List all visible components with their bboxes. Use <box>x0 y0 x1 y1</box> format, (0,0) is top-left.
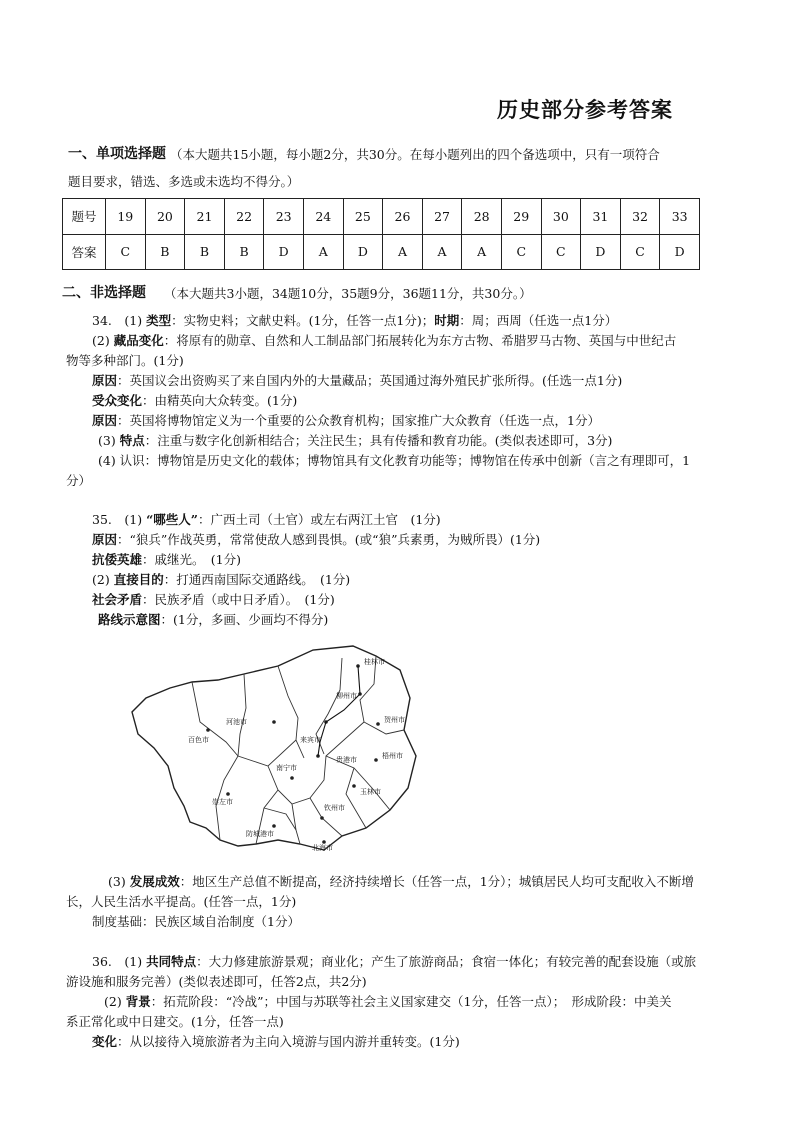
route-line <box>318 666 360 756</box>
q34-line6: 原因：英国将博物馆定义为一个重要的公众教育机构；国家推广大众教育（任选一点，1分） <box>92 413 600 428</box>
map-label: 北海市 <box>312 844 333 852</box>
question-number-cell: 33 <box>660 199 700 235</box>
question-number-cell: 22 <box>224 199 264 235</box>
city-dot <box>226 792 230 796</box>
section1-desc-cont: 题目要求，错选、多选或未选均不得分。） <box>68 174 300 189</box>
question-number-cell: 30 <box>541 199 581 235</box>
table-row-answers <box>63 234 700 270</box>
city-dot <box>272 720 276 724</box>
question-number-cell: 23 <box>264 199 304 235</box>
q34-line8: (4) 认识：博物馆是历史文化的载体；博物馆具有文化教育功能等；博物馆在传承中创新（言之有理即可，1 <box>98 453 691 468</box>
map-label: 崇左市 <box>212 798 233 806</box>
q34-line3: 物等多种部门。(1分) <box>66 353 184 368</box>
section1-heading: 一、单项选择题 <box>68 146 166 162</box>
city-dot <box>272 824 276 828</box>
q35-line8: 长，人民生活水平提高。(任答一点，1分) <box>66 894 297 909</box>
q35-line1: 35. (1) “哪些人”：广西土司（土官）或左右两江土官 (1分) <box>92 512 441 527</box>
section2-heading: 二、非选择题 <box>62 285 146 301</box>
answer-cell: C <box>541 234 581 270</box>
question-number-cell: 32 <box>620 199 660 235</box>
row-label: 题号 <box>63 199 106 235</box>
map-label: 玉林市 <box>360 788 381 796</box>
guangxi-route-map <box>128 638 428 858</box>
answer-cell: D <box>660 234 700 270</box>
q35-line9: 制度基础：民族区域自治制度（1分） <box>92 914 300 929</box>
question-number-cell: 20 <box>145 199 185 235</box>
map-outline <box>132 646 416 850</box>
table-row-numbers <box>63 199 700 235</box>
q36-line1: 36. (1) 共同特点：大力修建旅游景观；商业化；产生了旅游商品；食宿一体化；有较完善的配套设施（或旅 <box>92 954 697 969</box>
question-number-cell: 26 <box>383 199 423 235</box>
answer-cell: A <box>422 234 462 270</box>
map-label: 梧州市 <box>382 752 403 760</box>
q36-line5: 变化：从以接待入境旅游者为主向入境游与国内游并重转变。(1分) <box>92 1034 460 1049</box>
map-label: 贵港市 <box>336 756 357 764</box>
q34-line5: 受众变化：由精英向大众转变。(1分) <box>92 393 298 408</box>
row-label: 答案 <box>63 234 106 270</box>
map-label: 百色市 <box>188 736 209 744</box>
answer-cell: A <box>383 234 423 270</box>
q36-line2: 游设施和服务完善）(类似表述即可，任答2点，共2分) <box>66 974 367 989</box>
q35-line2: 原因：“狼兵”作战英勇，常常使敌人感到畏惧。(或“狼”兵素勇，为贼所畏）(1分) <box>92 532 541 547</box>
question-number-cell: 31 <box>581 199 621 235</box>
answer-cell: A <box>303 234 343 270</box>
city-dot <box>320 816 324 820</box>
q35-line3: 抗倭英雄：戚继光。 (1分) <box>92 552 241 567</box>
q35-line5: 社会矛盾：民族矛盾（或中日矛盾）。 (1分) <box>92 592 335 607</box>
question-number-cell: 27 <box>422 199 462 235</box>
q34-line4: 原因：英国议会出资购买了来自国内外的大量藏品；英国通过海外殖民扩张所得。(任选一点1分) <box>92 373 623 388</box>
answer-cell: D <box>343 234 383 270</box>
answer-cell: B <box>145 234 185 270</box>
section1-desc: （本大题共15小题，每小题2分，共30分。在每小题列出的四个备选项中，只有一项符合 <box>170 147 660 162</box>
q36-line3: (2) 背景：拓荒阶段：“冷战”；中国与苏联等社会主义国家建交（1分，任答一点）； 形成阶段：中美关 <box>104 994 672 1009</box>
map-label: 来宾市 <box>300 736 321 744</box>
answer-cell: C <box>106 234 146 270</box>
map-label: 河池市 <box>226 718 247 726</box>
answer-cell: B <box>185 234 225 270</box>
q34-line7: (3) 特点：注重与数字化创新相结合；关注民生；具有传播和教育功能。(类似表述即可，3分) <box>98 433 613 448</box>
question-number-cell: 24 <box>303 199 343 235</box>
map-label: 南宁市 <box>276 764 297 772</box>
answer-table <box>62 198 700 270</box>
page-title: 历史部分参考答案 <box>497 98 673 122</box>
question-number-cell: 19 <box>106 199 146 235</box>
answer-cell: C <box>620 234 660 270</box>
answer-cell: B <box>224 234 264 270</box>
map-label: 柳州市 <box>336 692 357 700</box>
map-borders <box>192 656 404 844</box>
question-number-cell: 25 <box>343 199 383 235</box>
question-number-cell: 29 <box>501 199 541 235</box>
q34-line9: 分） <box>66 473 92 488</box>
city-dot <box>376 722 380 726</box>
q35-line7: (3) 发展成效：地区生产总值不断提高，经济持续增长（任答一点，1分）；城镇居民人均可支配收入不断增 <box>108 874 694 889</box>
map-label: 桂林市 <box>364 658 385 666</box>
q36-line4: 系正常化或中日建交。(1分，任答一点) <box>66 1014 284 1029</box>
section2-desc: （本大题共3小题，34题10分，35题9分，36题11分，共30分。） <box>164 286 532 301</box>
city-dot <box>206 728 210 732</box>
city-dot <box>290 776 294 780</box>
q35-line6: 路线示意图：(1分，多画、少画均不得分) <box>98 612 329 627</box>
question-number-cell: 28 <box>462 199 502 235</box>
answer-cell: D <box>581 234 621 270</box>
map-label: 防城港市 <box>246 830 274 838</box>
map-label: 贺州市 <box>384 716 405 724</box>
city-dot <box>352 784 356 788</box>
q34-line2: (2) 藏品变化：将原有的勋章、自然和人工制品部门拓展转化为东方古物、希腊罗马古物、英国与中世纪古 <box>92 333 677 348</box>
q34-line1: 34. (1) 类型：实物史料；文献史料。(1分，任答一点1分)；时期：周；西周（任选一点1分） <box>92 313 618 328</box>
answer-cell: D <box>264 234 304 270</box>
map-label: 钦州市 <box>324 804 345 812</box>
question-number-cell: 21 <box>185 199 225 235</box>
answer-cell: C <box>501 234 541 270</box>
city-dot <box>374 758 378 762</box>
answer-cell: A <box>462 234 502 270</box>
q35-line4: (2) 直接目的：打通西南国际交通路线。 (1分) <box>92 572 351 587</box>
